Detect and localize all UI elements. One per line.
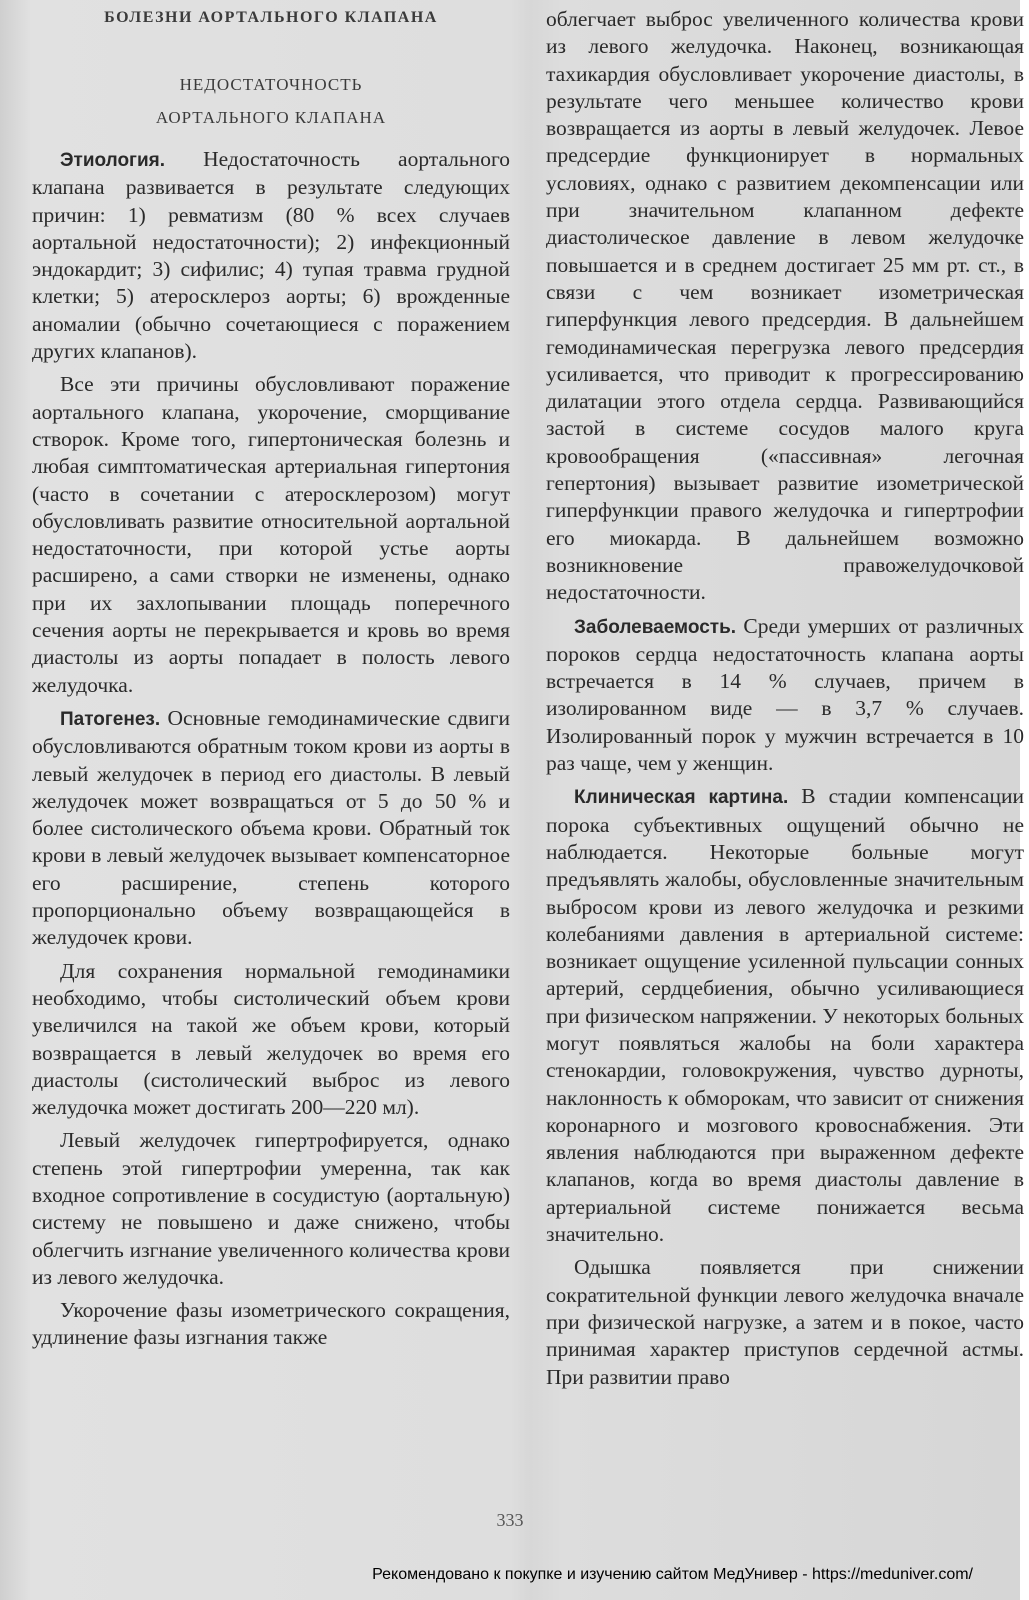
pathogenesis-text: Основные гемодинамические сдвиги обусловливаются обратным током крови из аорты в левый желудочек в период его диастолы. В левый желудочек может возвращаться от 5 до 50 % и более систолического объема крови. Обратный ток крови в левый желудочек вызывает компенсаторное его расширение, степень которого пропорционально объему возвращающейся в желудочек крови. [32, 705, 510, 950]
page-number: 333 [496, 1510, 524, 1530]
causes-paragraph: Все эти причины обусловливают поражение аортального клапана, укорочение, сморщивание створок. Кроме того, гипертоническая болезнь и любая симптоматическая артериальная гипертония (часто в сочетании с атеросклерозом) могут обусловливать развитие относительной аортальной недостаточности, при которой устье аорты расширено, а сами створки не изменены, однако при их захлопывании площадь поперечного сечения аорты не перекрывается и кровь во время диастолы из аорты попадает в полость левого желудочка. [32, 372, 510, 697]
dyspnea-paragraph: Одышка появляется при снижении сократительной функции левого желудочка вначале при физической нагрузке, а затем и в покое, часто принимая характер приступов сердечной астмы. При развитии право [546, 1255, 1024, 1389]
incidence-text: Среди умерших от различных пороков сердца недостаточность клапана аорты встречается в 14 % случаев, причем в изолированном виде — в 3,7 % случаев. Изолированный порок у мужчин встречается в 10 раз чаще, чем у женщин. [546, 613, 1024, 776]
etiology-paragraph [32, 146, 510, 365]
right-column [546, 6, 1024, 1397]
pathogenesis-paragraph [32, 705, 510, 952]
hypertrophy-paragraph: Левый желудочек гипертрофируется, однако степень этой гипертрофии умеренна, так как входное сопротивление в сосудистую (аортальную) систему не повышено и даже снижено, чтобы облегчить изгнание увеличенного количества крови из левого желудочка. [32, 1128, 510, 1289]
left-column [32, 6, 510, 1358]
incidence-lead: Заболеваемость. [574, 616, 737, 638]
etiology-text: Недостаточность аортального клапана развивается в результате следующих причин: 1) ревматизм (80 % всех случаев аортальной недостаточности); 2) инфекционный эндокардит; 3) сифилис; 4) тупая травма грудной клетки; 5) атеросклероз аорты; 6) врожденные аномалии (обычно сочетающиеся с поражением других клапанов). [32, 147, 510, 364]
clinical-lead: Клиническая картина. [574, 787, 789, 809]
clinical-text: В стадии компенсации порока субъективных ощущений обычно не наблюдается. Некоторые больные могут предъявлять жалобы, обусловленные значительным выбросом крови из левого желудочка и резкими колебаниями давления в артериальной системе: возникает ощущение усиленной пульсации сонных артерий, сердцебиения, обычно усиливающиеся при физическом напряжении. У некоторых больных могут появляться жалобы на боли характера стенокардии, головокружения, чувство дурноты, наклонность к обморокам, что зависит от снижения коронарного и мозгового кровоснабжения. Эти явления наблюдаются при выраженном дефекте клапанов, когда во время диастолы давление в артериальной системе понижается весьма значительно. [546, 784, 1024, 1247]
sub-header-line-2: АОРТАЛЬНОГО КЛАПАНА [155, 108, 387, 127]
hemodynamics-paragraph: Для сохранения нормальной гемодинамики необходимо, чтобы систолический объем крови увеличился на такой же объем крови, который возвращается в левый желудочек во время его диастолы (систолический выброс из левого желудочка может достигать 200—220 мл). [32, 958, 510, 1120]
sub-header [32, 68, 510, 134]
phase-paragraph: Укорочение фазы изометрического сокращения, удлинение фазы изгнания также [32, 1298, 510, 1350]
etiology-lead: Этиология. [60, 150, 166, 171]
section-header: БОЛЕЗНИ АОРТАЛЬНОГО КЛАПАНА [104, 9, 438, 26]
pathogenesis-lead: Патогенез. [60, 708, 161, 730]
watermark-text: Рекомендовано к покупке и изучению сайтом МедУнивер - https://meduniver.com/ [372, 1566, 973, 1583]
continuation-paragraph: облегчает выброс увеличенного количества крови из левого желудочка. Наконец, возникающая тахикардия обусловливает укорочение диастолы, в результате чего меньшее количество крови возвращается из аорты в левый желудочек. Левое предсердие функционирует в нормальных условиях, однако с развитием декомпенсации или при значительном клапанном дефекте диастолическое давление в левом желудочке повышается и в среднем достигает 25 мм рт. ст., в связи с чем возникает изометрическая гиперфункция левого предсердия. В дальнейшем гемодинамическая перегрузка левого предсердия усиливается, что приводит к прогрессированию дилатации этого отдела сердца. Развивающийся застой в системе сосудов малого круга кровообращения («пассивная» легочная гепертония) вызывает развитие изометрической гиперфункции правого желудочка и гипертрофии его миокарда. В дальнейшем возможно возникновение правожелудочковой недостаточности. [546, 7, 1024, 605]
incidence-paragraph [546, 613, 1024, 778]
sub-header-line-1: НЕДОСТАТОЧНОСТЬ [179, 75, 363, 94]
clinical-paragraph [546, 783, 1024, 1248]
